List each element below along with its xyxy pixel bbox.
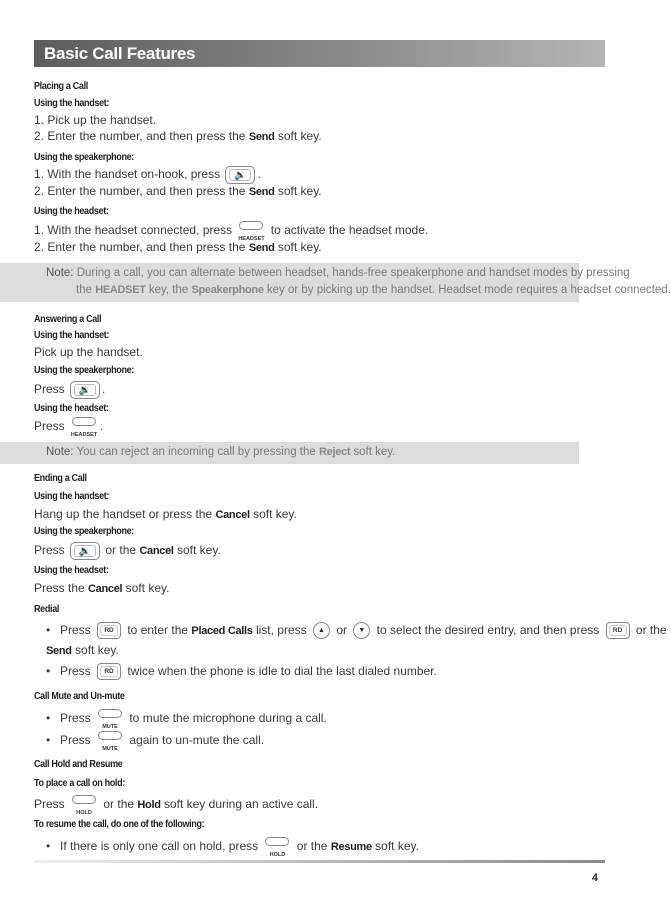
- hold-resume-bullet-1: • If there is only one call on hold, press HOLD or the Resume soft key.: [34, 837, 419, 857]
- redial-bullet-1: • Press RD to enter the Placed Calls list, press ▲ or ▼ to select the desired entry, and then press RD or the: [34, 622, 667, 639]
- ending-spk-text: Press 🔉 or the Cancel soft key.: [34, 542, 221, 560]
- placing-hs-step1: 1. With the headset connected, press HEADSET to activate the headset mode.: [34, 221, 428, 241]
- footer-divider: [34, 860, 605, 863]
- answering-spk-label: Using the speakerphone:: [34, 364, 134, 376]
- mute-key-icon: MUTE: [96, 709, 124, 729]
- placing-handset-label: Using the handset:: [34, 97, 110, 109]
- ending-handset-label: Using the handset:: [34, 490, 110, 502]
- hold-resume-label: To resume the call, do one of the following:: [34, 818, 205, 830]
- redial-key-icon: RD: [97, 622, 121, 639]
- redial-bullet-2: • Press RD twice when the phone is idle to dial the last dialed number.: [34, 663, 437, 680]
- page-number: 4: [591, 872, 598, 884]
- placing-hs-label: Using the headset:: [34, 205, 109, 217]
- headset-key-icon: HEADSET: [70, 417, 98, 437]
- placing-hs-step2: 2. Enter the number, and then press the Send soft key.: [34, 240, 322, 254]
- mute-heading: Call Mute and Un-mute: [34, 690, 125, 702]
- redial-heading: Redial: [34, 603, 60, 615]
- placing-spk-label: Using the speakerphone:: [34, 151, 134, 163]
- hold-place-label: To place a call on hold:: [34, 777, 125, 789]
- answering-handset-label: Using the handset:: [34, 329, 110, 341]
- placing-spk-step2: 2. Enter the number, and then press the Send soft key.: [34, 184, 322, 198]
- mute-bullet-1: • Press MUTE to mute the microphone during a call.: [34, 709, 327, 729]
- speakerphone-key-icon: 🔉: [225, 166, 255, 184]
- ending-spk-label: Using the speakerphone:: [34, 525, 134, 537]
- hold-heading: Call Hold and Resume: [34, 758, 123, 770]
- placing-handset-step2: 2. Enter the number, and then press the Send soft key.: [34, 129, 322, 143]
- answering-hs-label: Using the headset:: [34, 402, 109, 414]
- headset-key-icon: HEADSET: [237, 221, 265, 241]
- answering-hs-text: Press HEADSET .: [34, 417, 103, 437]
- mute-key-icon: MUTE: [96, 731, 124, 751]
- hold-place-text: Press HOLD or the Hold soft key during an active call.: [34, 795, 318, 815]
- note-reject: Note: You can reject an incoming call by pressing the Reject soft key.: [0, 442, 579, 464]
- redial-key-icon: RD: [97, 663, 121, 680]
- hold-key-icon: HOLD: [263, 837, 291, 857]
- section-title: Basic Call Features: [34, 40, 605, 67]
- answering-heading: Answering a Call: [34, 313, 102, 325]
- answering-handset-text: Pick up the handset.: [34, 345, 143, 359]
- ending-handset-text: Hang up the handset or press the Cancel soft key.: [34, 507, 297, 521]
- answering-spk-text: Press 🔉 .: [34, 381, 105, 399]
- ending-hs-text: Press the Cancel soft key.: [34, 581, 170, 595]
- placing-handset-step1: 1. Pick up the handset.: [34, 113, 157, 127]
- hold-key-icon: HOLD: [70, 795, 98, 815]
- speakerphone-key-icon: 🔉: [70, 542, 100, 560]
- down-arrow-key-icon: ▼: [353, 622, 370, 639]
- redial-key-icon: RD: [606, 622, 630, 639]
- ending-heading: Ending a Call: [34, 472, 87, 484]
- up-arrow-key-icon: ▲: [313, 622, 330, 639]
- placing-spk-step1: 1. With the handset on-hook, press 🔉 .: [34, 166, 261, 184]
- mute-bullet-2: • Press MUTE again to un-mute the call.: [34, 731, 264, 751]
- ending-hs-label: Using the headset:: [34, 564, 109, 576]
- redial-bullet-1-cont: Send soft key.: [46, 643, 119, 657]
- note-call-modes: Note: During a call, you can alternate between headset, hands-free speakerphone and handset modes by pressing the HEADSET key, the Speakerphone key or by picking up the handset. Headset mode requires a headset connected.: [0, 263, 579, 302]
- speakerphone-key-icon: 🔉: [70, 381, 100, 399]
- placing-heading: Placing a Call: [34, 80, 88, 92]
